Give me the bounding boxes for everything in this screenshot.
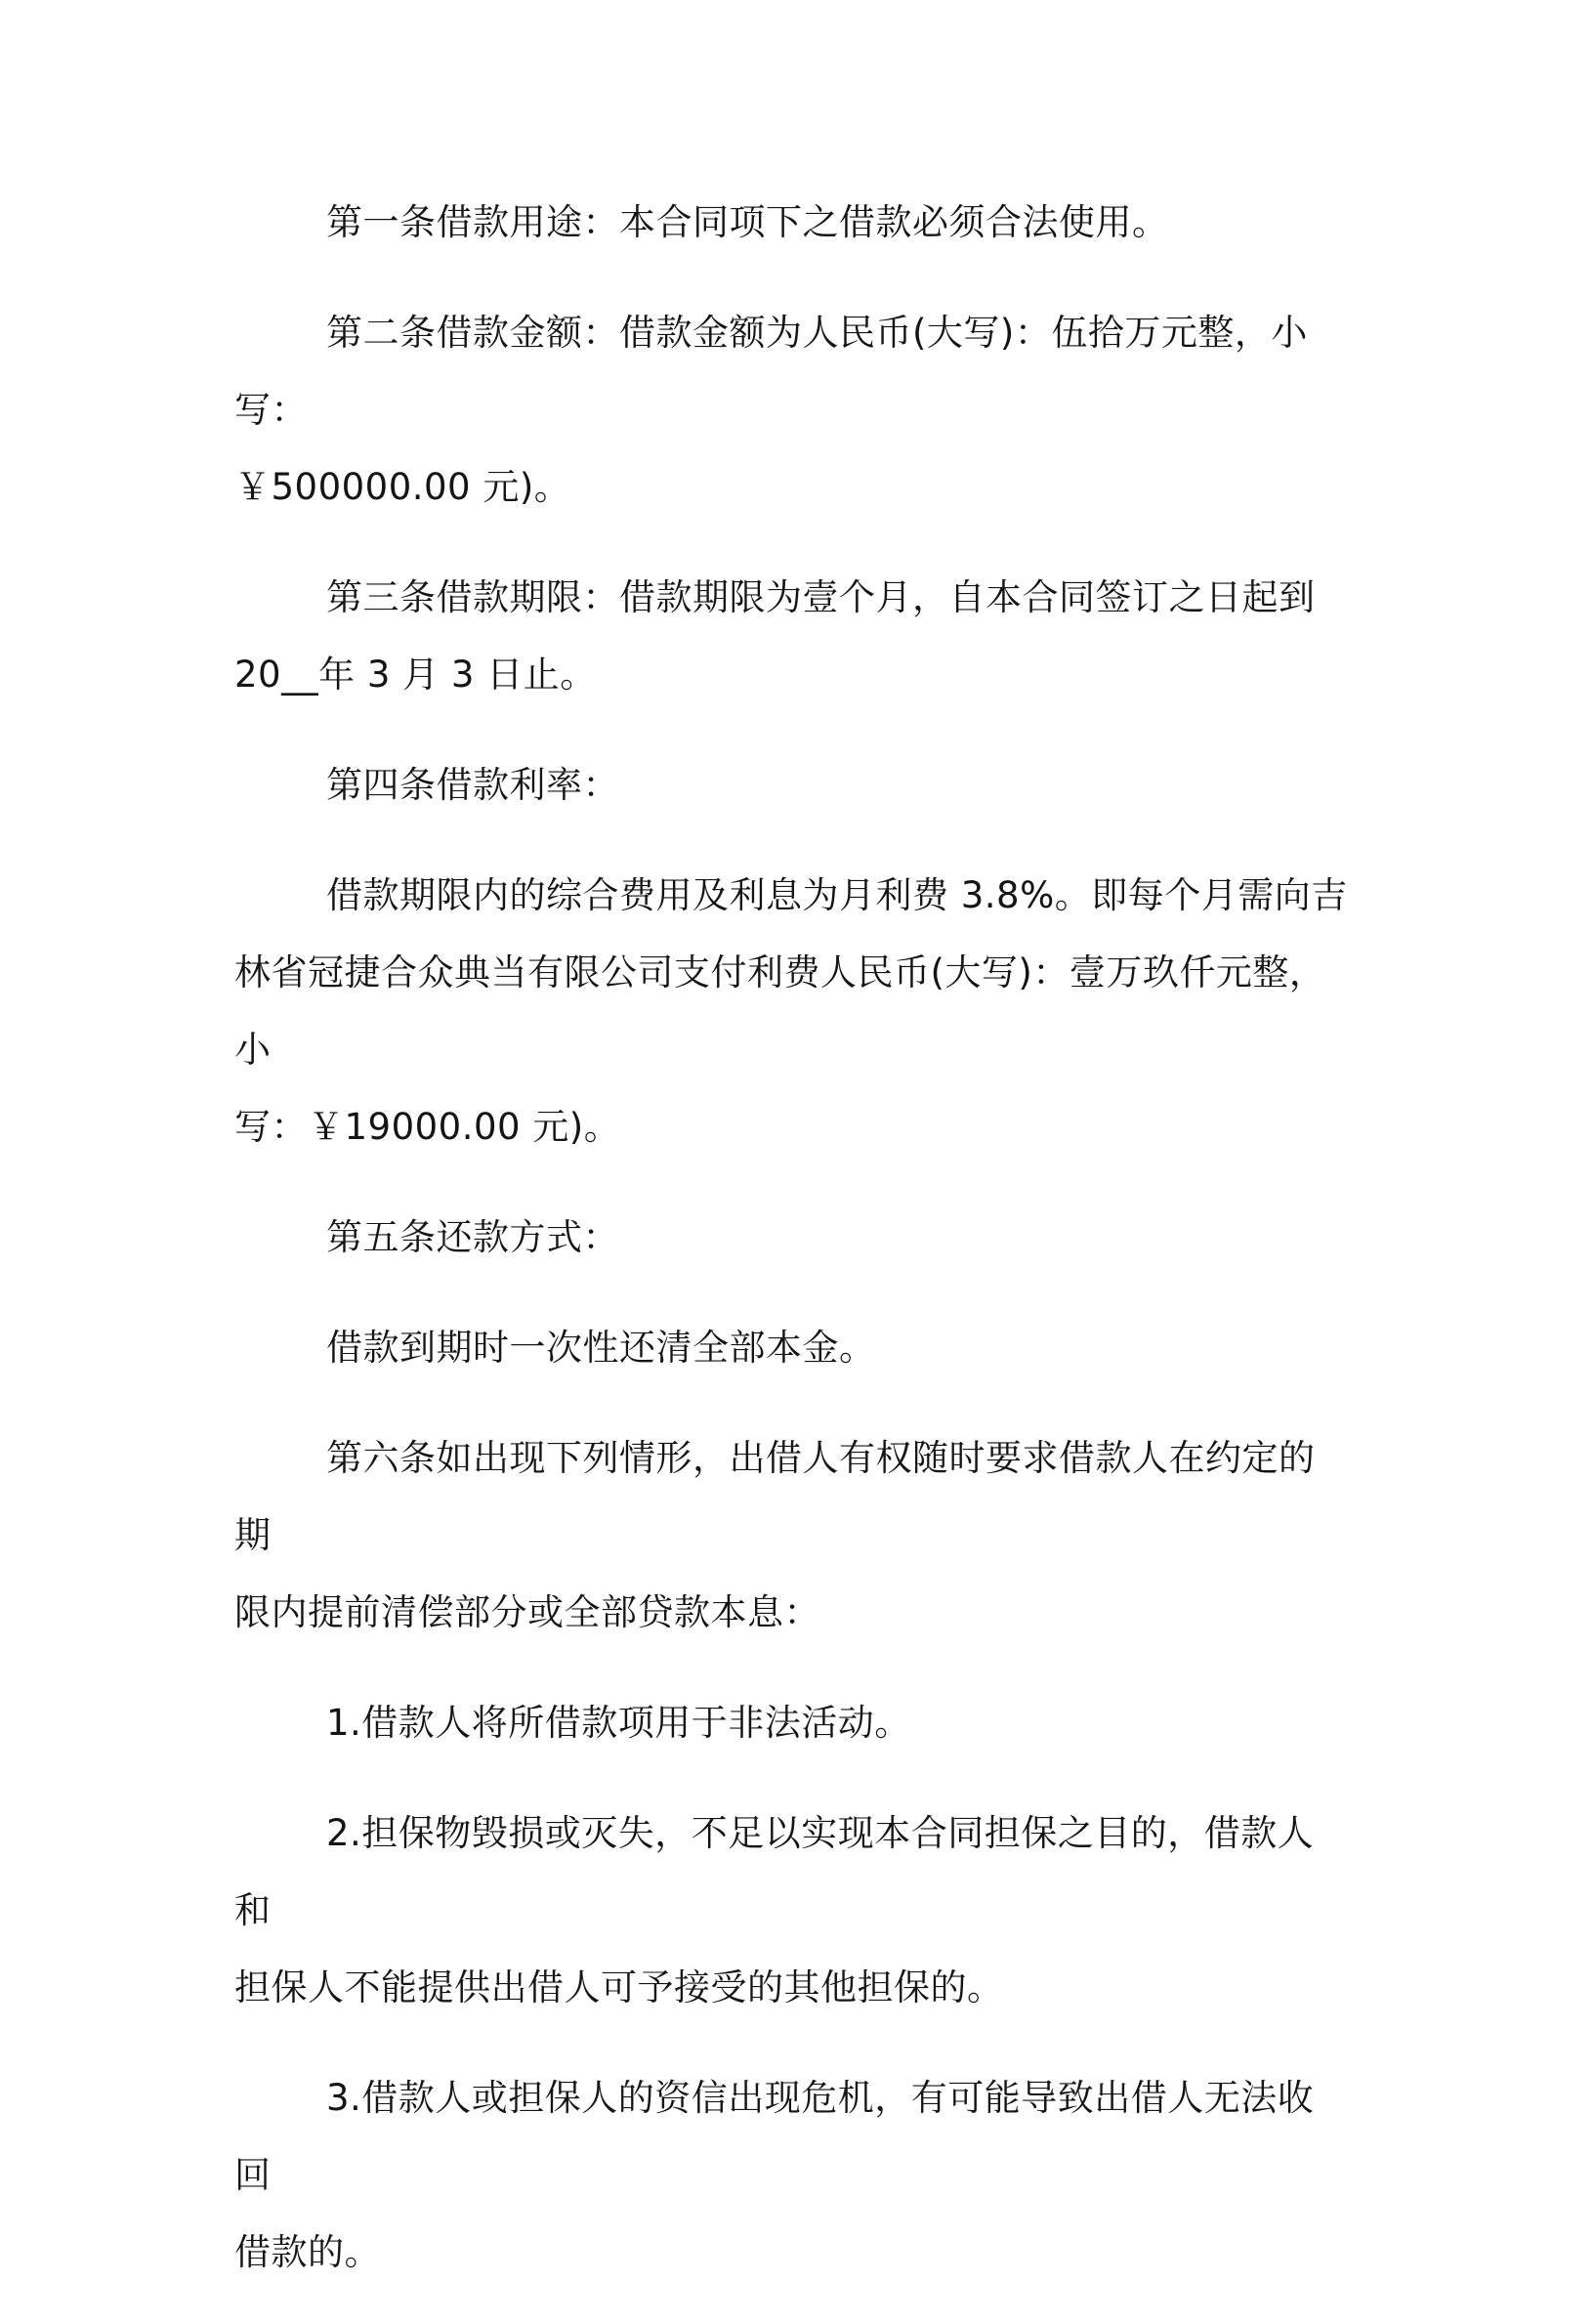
- clause-2-amount: [234, 294, 1348, 526]
- clause-6-item-1: [234, 1684, 1348, 1761]
- clause-1-purpose: [234, 184, 1348, 261]
- paragraph-line: 1.借款人将所借款项用于非法活动。: [326, 1702, 911, 1744]
- paragraph-line: 第一条借款用途：本合同项下之借款必须合法使用。: [326, 201, 1169, 243]
- clause-4-interest-body: [234, 857, 1348, 1165]
- paragraph-line: 2.担保物毁损或灭失，不足以实现本合同担保之目的，借款人和: [234, 1812, 1315, 1931]
- paragraph-line: 第五条还款方式：: [326, 1216, 619, 1258]
- paragraph-line: 3.借款人或担保人的资信出现危机，有可能导致出借人无法收回: [234, 2077, 1315, 2196]
- clause-6-early-repayment: [234, 1419, 1348, 1651]
- paragraph-line: 写：￥19000.00 元)。: [234, 1106, 621, 1148]
- paragraph-line: 第三条借款期限：借款期限为壹个月，自本合同签订之日起到: [326, 576, 1316, 618]
- paragraph-line: 担保人不能提供出借人可予接受的其他担保的。: [234, 1966, 1004, 2008]
- paragraph-line: 借款的。: [234, 2231, 381, 2273]
- paragraph-line: 林省冠捷合众典当有限公司支付利费人民币(大写)：壹万玖仟元整，小: [234, 951, 1326, 1071]
- paragraph-line: 借款期限内的综合费用及利息为月利费 3.8%。即每个月需向吉: [326, 874, 1348, 916]
- clause-6-item-2: [234, 1795, 1348, 2026]
- clause-6-item-3: [234, 2059, 1348, 2291]
- clause-5-repayment-body: [234, 1309, 1348, 1386]
- paragraph-line: 第二条借款金额：借款金额为人民币(大写)：伍拾万元整，小写：: [234, 312, 1308, 431]
- paragraph-line: 20__年 3 月 3 日止。: [234, 654, 597, 696]
- clause-4-interest-heading: [234, 746, 1348, 824]
- clause-5-repayment-heading: [234, 1199, 1348, 1276]
- document-body: [234, 184, 1348, 2324]
- paragraph-line: 借款到期时一次性还清全部本金。: [326, 1327, 876, 1369]
- clause-3-term: [234, 559, 1348, 713]
- paragraph-line: 限内提前清偿部分或全部贷款本息：: [234, 1591, 820, 1633]
- paragraph-line: 第六条如出现下列情形，出借人有权随时要求借款人在约定的期: [234, 1437, 1316, 1556]
- paragraph-line: ￥500000.00 元)。: [234, 466, 571, 508]
- paragraph-line: 第四条借款利率：: [326, 764, 619, 806]
